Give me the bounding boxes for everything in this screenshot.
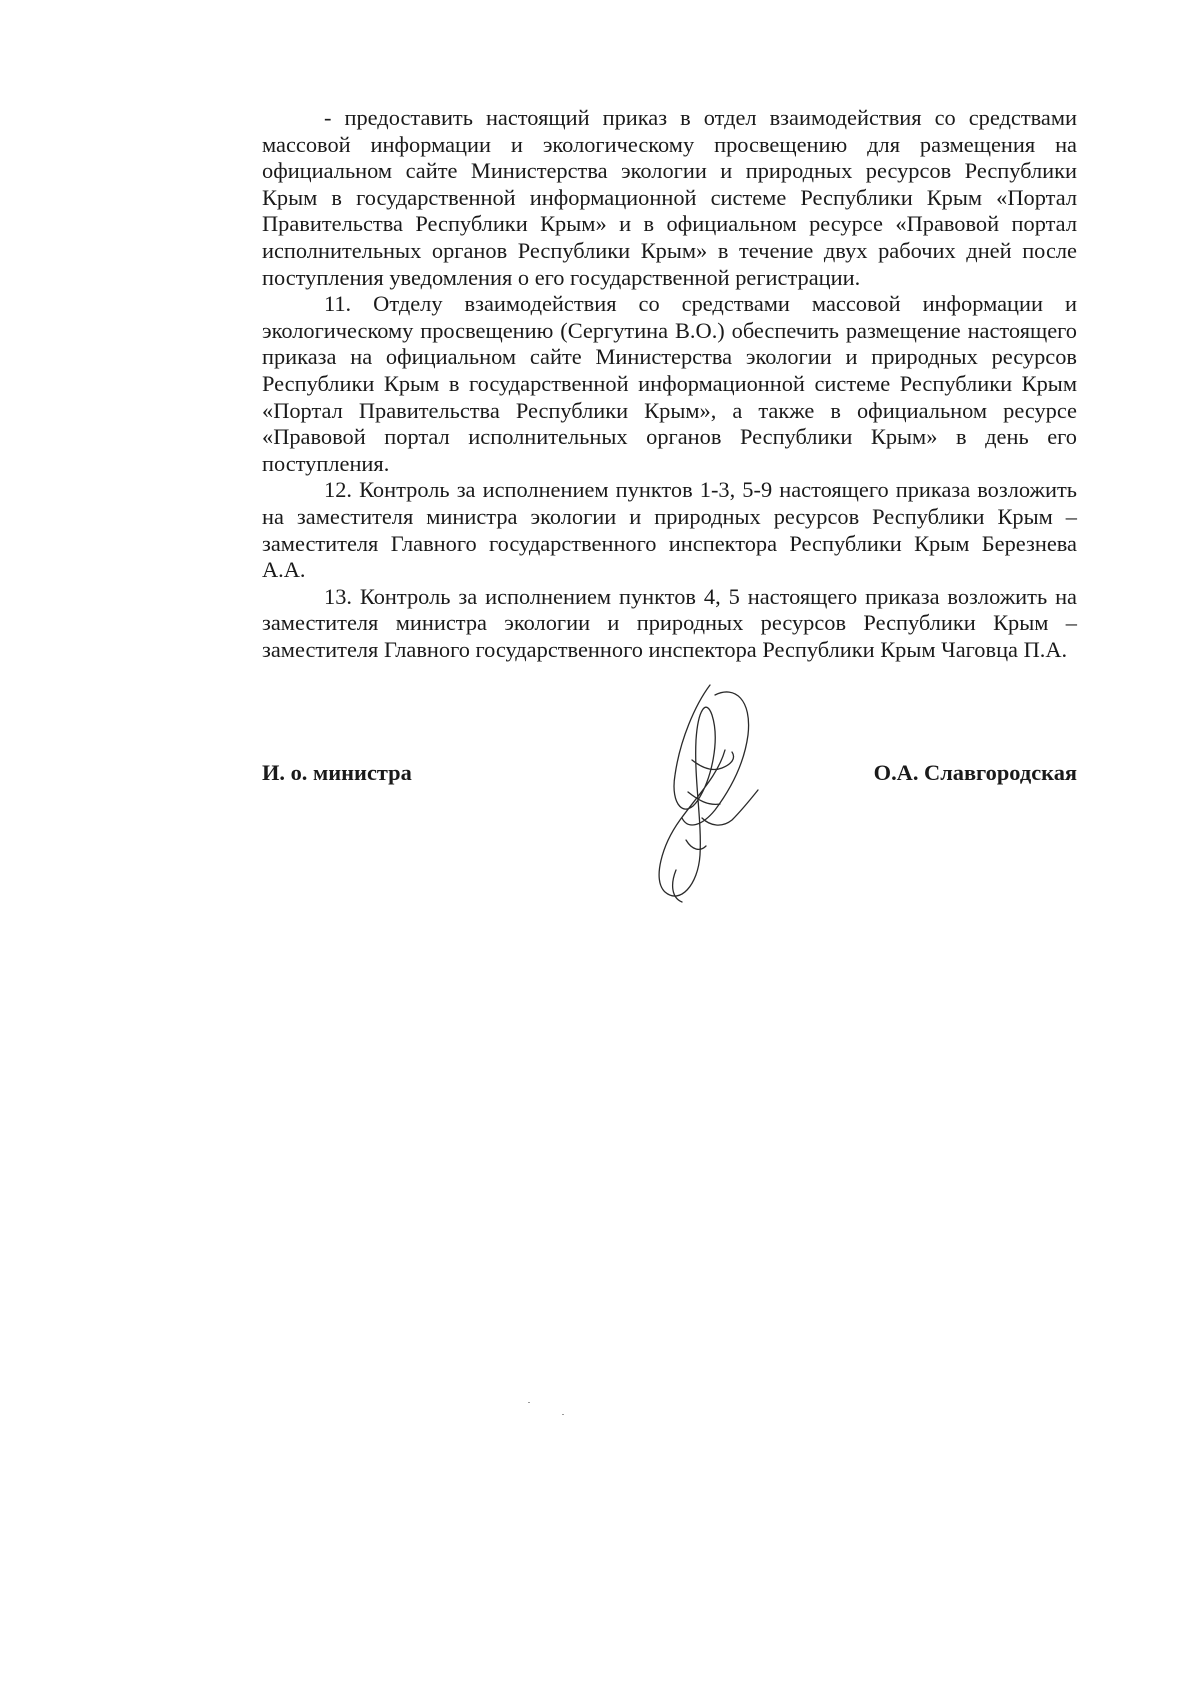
paragraph-item-12: 12. Контроль за исполнением пунктов 1-3, 5-9 настоящего приказа возложить на заместителя министра экологии и природных ресурсов Республики Крым – заместителя Главного государственного инспектора Республики Крым Березнева А.А. [262, 477, 1077, 583]
signer-name: О.А. Славгородская [873, 760, 1077, 785]
paragraph-item-11: 11. Отделу взаимодействия со средствами массовой информации и экологическому просвещению (Сергутина В.О.) обеспечить размещение настоящего приказа на официальном сайте Министерства экологии и природных ресурсов Республики Крым в государственной информационной системе Республики Крым «Портал Правительства Республики Крым», а также в официальном ресурсе «Правовой портал исполнительных органов Республики Крым» в день его поступления. [262, 291, 1077, 476]
paragraph-item-13: 13. Контроль за исполнением пунктов 4, 5 настоящего приказа возложить на заместителя министра экологии и природных ресурсов Республики Крым – заместителя Главного государственного инспектора Республики Крым Чаговца П.А. [262, 583, 1077, 662]
document-body [262, 105, 1077, 663]
scan-speck [528, 1402, 530, 1403]
signer-position-title: И. о. министра [262, 760, 412, 785]
handwritten-signature-icon [640, 680, 780, 910]
paragraph-publication-dash: - предоставить настоящий приказ в отдел взаимодействия со средствами массовой информации и экологическому просвещению для размещения на официальном сайте Министерства экологии и природных ресурсов Республики Крым в государственной информационной системе Республики Крым «Портал Правительства Республики Крым» и в официальном ресурсе «Правовой портал исполнительных органов Республики Крым» в течение двух рабочих дней после поступления уведомления о его государственной регистрации. [262, 105, 1077, 290]
scan-speck [562, 1414, 564, 1415]
